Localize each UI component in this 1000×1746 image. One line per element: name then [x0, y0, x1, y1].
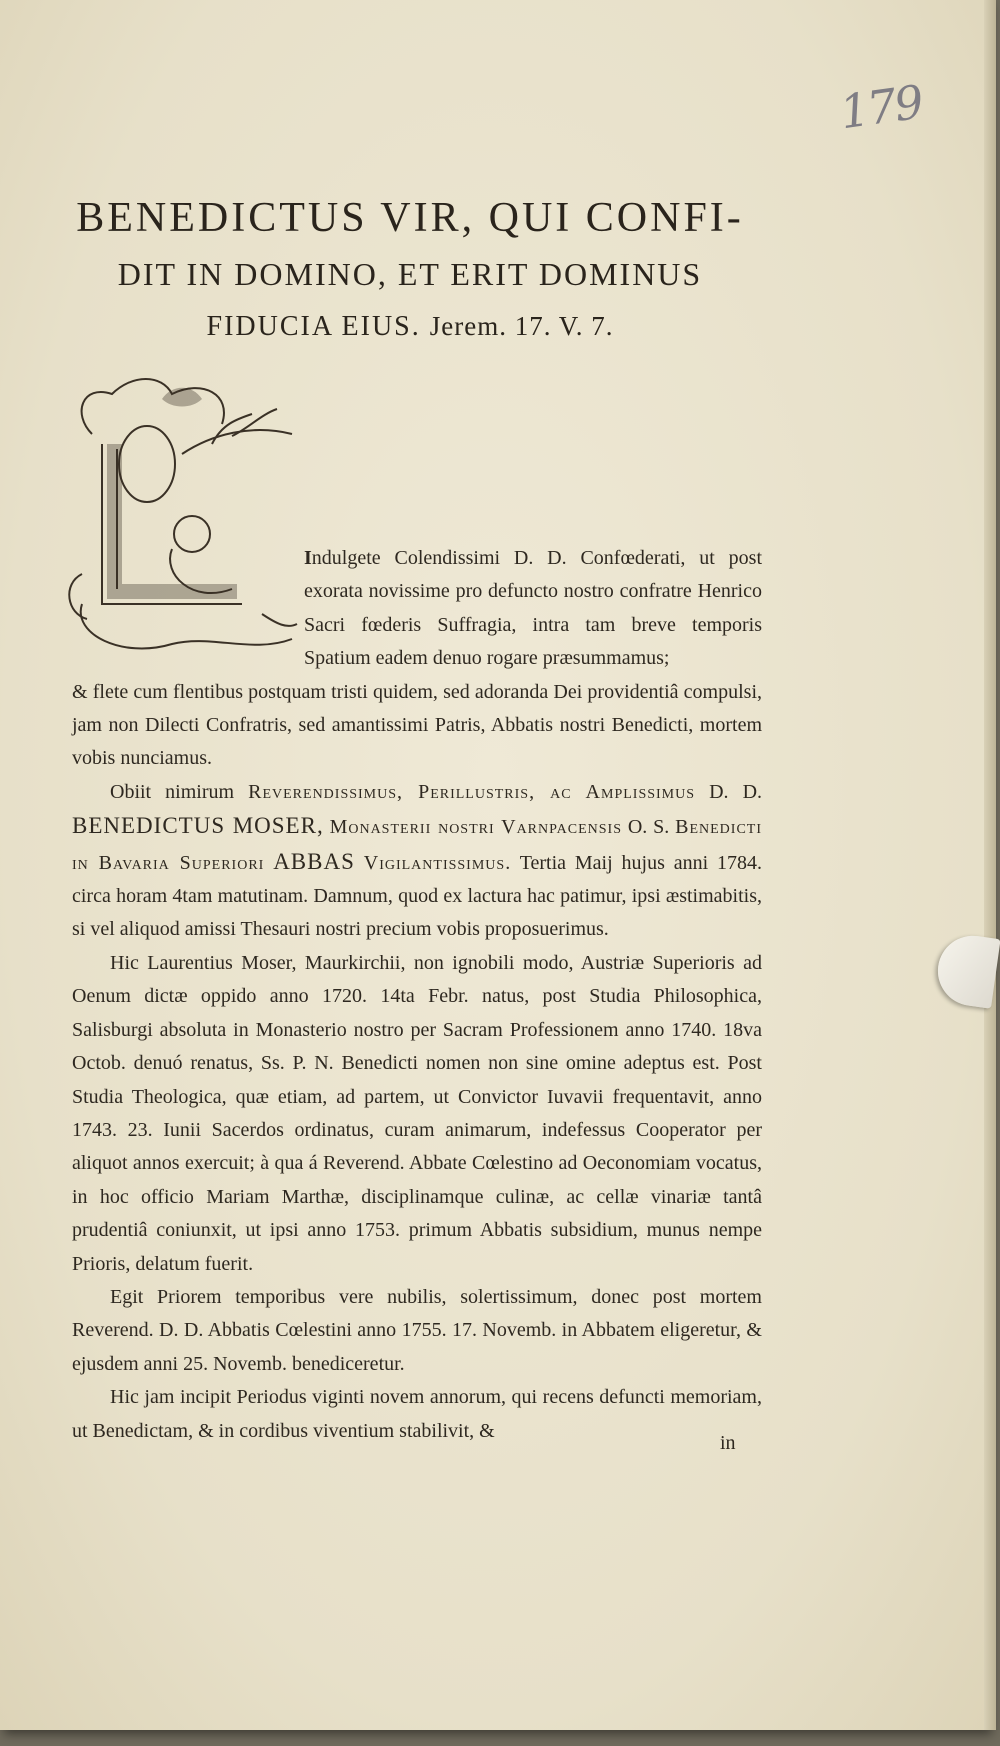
- paragraph-4: Egit Priorem temporibus vere nubilis, solertissimum, donec post mortem Reverend. D. D. Abbatis Cœlestini anno 1755. 17. Novemb. in Abbatem eligeretur, & ejusdem anni 25. Novemb. benediceretur.: [72, 1285, 762, 1375]
- paragraph-2: [72, 776, 762, 947]
- vigilantissimus: Vigilantissimus.: [363, 851, 512, 874]
- folio-number: 179: [836, 74, 926, 140]
- paragraph-1-lead-text: ndulgete Colendissimi D. D. Confœderati, ut post exorata novissime pro defuncto nostro confratre Henrico Sacri fœderis Suffragia, intra tam breve temporis Spatium eadem denuo rogare præsummamus;: [304, 547, 762, 670]
- abbot-name: BENEDICTUS MOSER,: [72, 813, 324, 839]
- paragraph-1-rest: & flete cum flentibus postquam tristi quidem, sed adoranda Dei providentiâ compulsi, jam non Dilecti Confratris, sed amantissimi Patris, Abbatis nostri Benedicti, mortem vobis nunciamus.: [72, 680, 762, 770]
- title-line-3-text: FIDUCIA EIUS.: [206, 311, 421, 342]
- paragraph-2-a: Obiit nimirum: [110, 780, 235, 803]
- paragraph-3: Hic Laurentius Moser, Maurkirchii, non ignobili modo, Austriæ Superioris ad Oenum dictæ oppido anno 1720. 14ta Febr. natus, post Studia Philosophica, Salisburgi absoluta in Monasterio nostro per Sacram Professionem anno 1740. 18va Octob. denuó renatus, Ss. P. N. Benedicti nomen non sine omine adeptus est. Post Studia Theologica, quæ etiam, ad partem, ut Convictor Iuvavii frequentavit, anno 1743. 23. Iunii Sacerdos ordinatus, curam animarum, indefessus Cooperator per aliquot annos exercuit; à qua á Reverend. Abbate Cœlestino ad Oeconomiam vocatus, in hoc officio Mariam Marthæ, disciplinamque culinæ, ac cellæ vinariæ tantâ prudentiâ coniunxit, ut ipsi anno 1753. primum Abbatis subsidium, munus nempe Prioris, delatum fuerit.: [72, 951, 762, 1275]
- initial-letter: I: [304, 547, 312, 569]
- document-body: [72, 542, 762, 1448]
- title-line-2: DIT IN DOMINO, ET ERIT DOMINUS: [117, 256, 703, 292]
- paragraph-1-lead: [72, 542, 762, 676]
- monastery-name: Monasterii nostri Varnpacensis: [329, 816, 622, 839]
- paragraph-2-d: Tertia Maij hujus anni 1784. circa horam 4tam matutinam. Damnum, quod ex lactura hac patimur, ipsi æstimabitis, si vel aliquod amissi Thesauri nostri precium vobis proposuerimus.: [72, 851, 763, 941]
- scripture-reference: Jerem. 17. V. 7.: [429, 311, 614, 341]
- paragraph-2-titles: Reverendissimus, Perillustris, ac Amplissimus: [248, 780, 696, 803]
- abbas-title: ABBAS: [273, 848, 355, 874]
- title-line-3: [50, 300, 770, 353]
- catchword: in: [720, 1432, 736, 1454]
- paragraph-2-b: D. D.: [709, 780, 763, 803]
- paragraph-5: Hic jam incipit Periodus viginti novem annorum, qui recens defuncti memoriam, ut Benedictam, & in cordibus viventium stabilivit, &: [72, 1386, 762, 1442]
- order-location: Benedicti in Bavaria Superiori: [72, 816, 763, 874]
- page-edge: [984, 0, 996, 1730]
- paragraph-2-c: O. S.: [627, 816, 670, 839]
- title-block: [50, 188, 770, 353]
- title-line-1: BENEDICTUS VIR, QUI CONFI-: [76, 195, 744, 241]
